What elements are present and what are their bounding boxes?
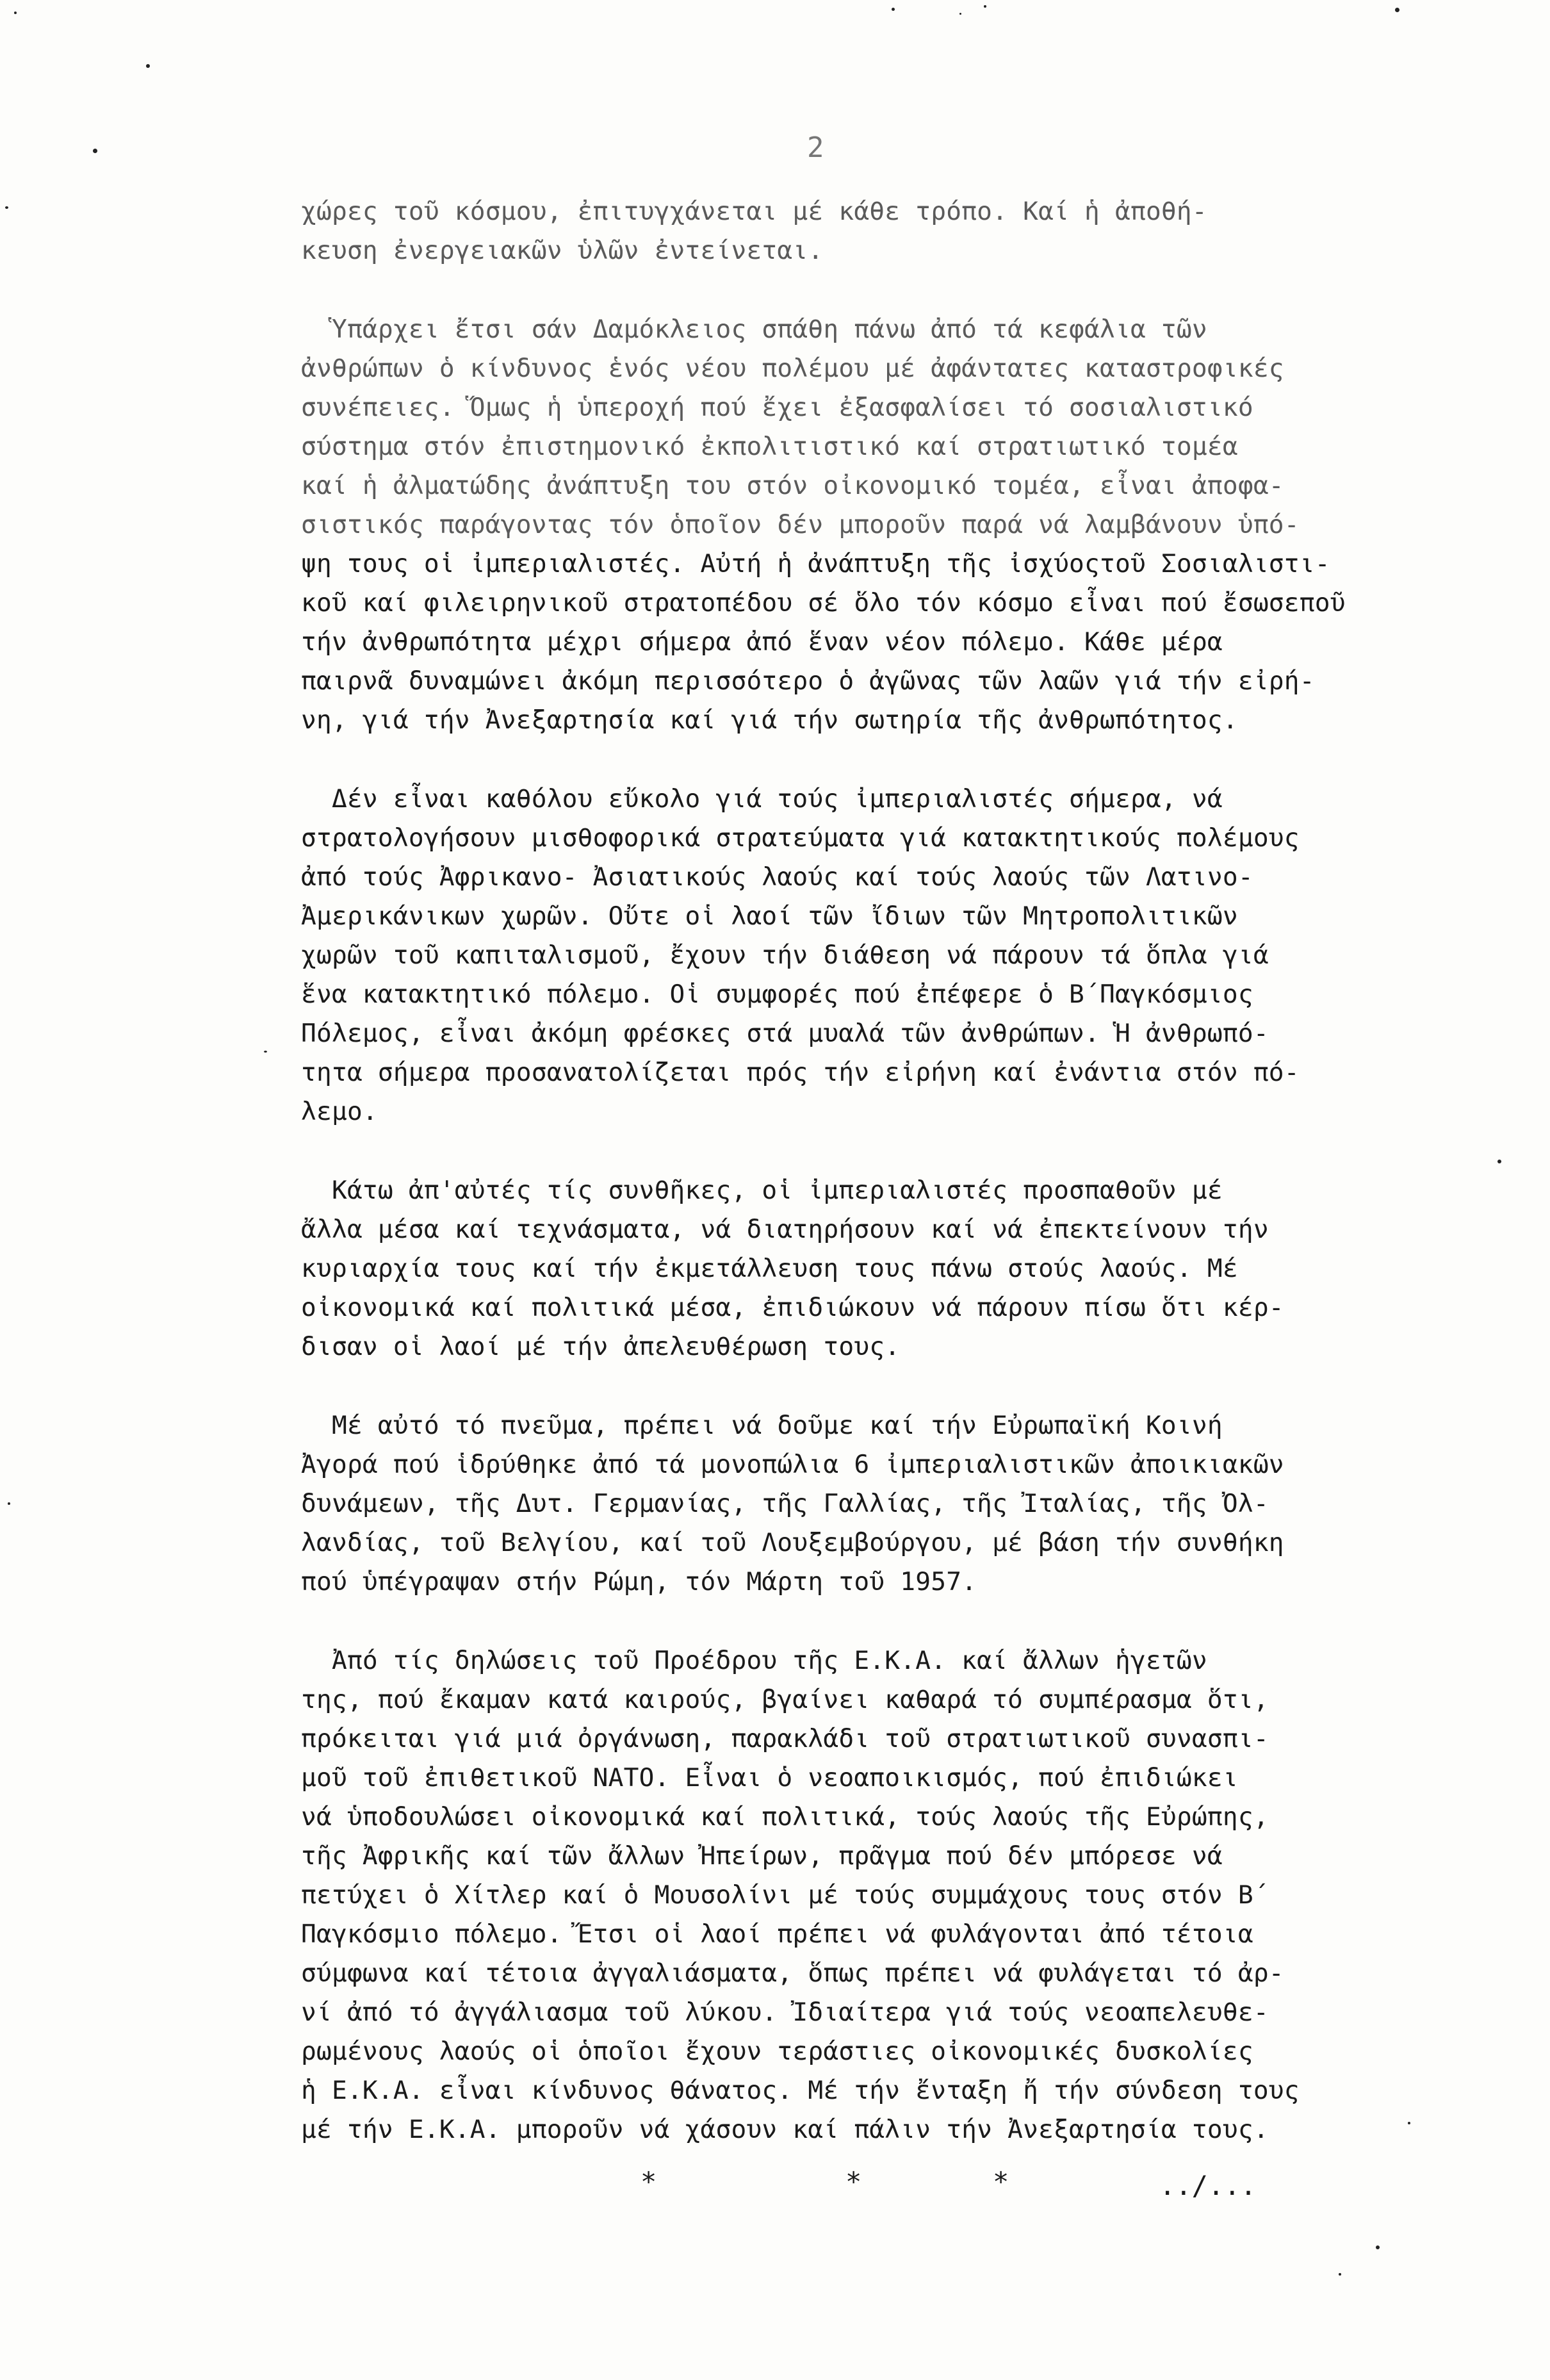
paragraph-2 xyxy=(301,310,1454,740)
text-line: ἀνθρώπων ὁ κίνδυνος ἑνός νέου πολέμου μέ ἀφάντατες καταστροφικές xyxy=(301,354,1284,383)
text-line: συνέπειες. Ὅμως ἡ ὑπεροχή πού ἔχει ἐξασφαλίσει τό σοσιαλιστικό xyxy=(301,393,1253,422)
text-line: δισαν οἱ λαοί μέ τήν ἀπελευθέρωση τους. xyxy=(301,1332,901,1361)
text-line: κευση ἐνεργειακῶν ὑλῶν ἐντείνεται. xyxy=(301,236,824,265)
text-line: Παγκόσμιο πόλεμο. Ἔτσι οἱ λαοί πρέπει νά φυλάγονται ἀπό τέτοια xyxy=(301,1919,1253,1949)
text-line: Ὑπάρχει ἔτσι σάν Δαμόκλειος σπάθη πάνω ἀπό τά κεφάλια τῶν xyxy=(301,315,1207,344)
scan-speck xyxy=(1395,8,1399,12)
text-line: σιστικός παράγοντας τόν ὁποῖον δέν μποροῦν παρά νά λαμβάνουν ὑπό- xyxy=(301,510,1300,539)
text-line: τητα σήμερα προσανατολίζεται πρός τήν εἰρήνη καί ἐνάντια στόν πό- xyxy=(301,1058,1300,1087)
text-line: χωρῶν τοῦ καπιταλισμοῦ, ἔχουν τήν διάθεση νά πάρουν τά ὅπλα γιά xyxy=(301,940,1269,970)
text-line: νί ἀπό τό ἀγγάλιασμα τοῦ λύκου. Ἰδιαίτερα γιά τούς νεοαπελευθε- xyxy=(301,1998,1269,2027)
text-line: Κάτω ἀπ'αὐτές τίς συνθῆκες, οἱ ἰμπεριαλιστές προσπαθοῦν μέ xyxy=(301,1176,1223,1205)
text-line: ἡ Ε.Κ.Α. εἶναι κίνδυνος θάνατος. Μέ τήν ἔνταξη ἤ τήν σύνδεση τους xyxy=(301,2076,1300,2105)
paragraph-6 xyxy=(301,1641,1454,2149)
body-text xyxy=(301,192,1454,2149)
text-line: κυριαρχία τους καί τήν ἐκμετάλλευση τους πάνω στούς λαούς. Μέ xyxy=(301,1254,1238,1283)
scan-speck xyxy=(959,13,961,15)
text-line: πρόκειται γιά μιά ὀργάνωση, παρακλάδι τοῦ στρατιωτικοῦ συνασπι- xyxy=(301,1724,1269,1753)
text-line: σύμφωνα καί τέτοια ἀγγαλιάσματα, ὅπως πρέπει νά φυλάγεται τό ἀρ- xyxy=(301,1958,1284,1988)
text-line: Ἀμερικάνικων χωρῶν. Οὔτε οἱ λαοί τῶν ἴδιων τῶν Μητροπολιτικῶν xyxy=(301,901,1238,931)
scan-speck xyxy=(984,5,986,8)
paragraph-gap xyxy=(301,1366,1454,1406)
text-line: Μέ αὐτό τό πνεῦμα, πρέπει νά δοῦμε καί τήν Εὐρωπαϊκή Κοινή xyxy=(301,1411,1223,1440)
text-line: στρατολογήσουν μισθοφορικά στρατεύματα γιά κατακτητικούς πολέμους xyxy=(301,823,1300,853)
text-line: ἕνα κατακτητικό πόλεμο. Οἱ συμφορές πού ἐπέφερε ὁ Β΄Παγκόσμιος xyxy=(301,980,1253,1009)
text-line: ἀπό τούς Ἀφρικανο- Ἀσιατικούς λαούς καί τούς λαούς τῶν Λατινο- xyxy=(301,862,1253,892)
text-line: μοῦ τοῦ ἐπιθετικοῦ ΝΑΤΟ. Εἶναι ὁ νεοαποικισμός, πού ἐπιδιώκει xyxy=(301,1763,1238,1793)
text-line: λεμο. xyxy=(301,1097,378,1126)
page-number: 2 xyxy=(807,131,824,164)
text-line: λανδίας, τοῦ Βελγίου, καί τοῦ Λουξεμβούργου, μέ βάση τήν συνθήκη xyxy=(301,1528,1284,1557)
scan-speck xyxy=(14,12,17,14)
text-line: σύστημα στόν ἐπιστημονικό ἐκπολιτιστικό καί στρατιωτικό τομέα xyxy=(301,432,1238,461)
paragraph-5 xyxy=(301,1406,1454,1602)
text-line: χώρες τοῦ κόσμου, ἐπιτυγχάνεται μέ κάθε τρόπο. Καί ἡ ἀποθή- xyxy=(301,197,1207,226)
text-line: νά ὑποδουλώσει οἰκονομικά καί πολιτικά, τούς λαούς τῆς Εὐρώπης, xyxy=(301,1802,1269,1832)
scan-speck xyxy=(264,1051,267,1053)
text-line: τῆς Ἀφρικῆς καί τῶν ἄλλων Ἠπείρων, πρᾶγμα πού δέν μπόρεσε νά xyxy=(301,1841,1223,1871)
scan-speck xyxy=(1497,1160,1501,1163)
text-line: ἄλλα μέσα καί τεχνάσματα, νά διατηρήσουν καί νά ἐπεκτείνουν τήν xyxy=(301,1215,1269,1244)
scan-speck xyxy=(5,206,8,209)
paragraph-4 xyxy=(301,1171,1454,1366)
text-line: πού ὑπέγραψαν στήν Ρώμη, τόν Μάρτη τοῦ 1957. xyxy=(301,1567,977,1596)
paragraph-gap xyxy=(301,1131,1454,1171)
text-line: παιρνᾶ δυναμώνει ἀκόμη περισσότερο ὁ ἀγῶνας τῶν λαῶν γιά τήν εἰρή- xyxy=(301,666,1315,696)
text-line: πετύχει ὁ Χίτλερ καί ὁ Μουσολίνι μέ τούς συμμάχους τους στόν Β΄ xyxy=(301,1880,1269,1910)
text-line: οἰκονομικά καί πολιτικά μέσα, ἐπιδιώκουν νά πάρουν πίσω ὅτι κέρ- xyxy=(301,1293,1284,1322)
paragraph-gap xyxy=(301,1602,1454,1641)
text-line: Δέν εἶναι καθόλου εὔκολο γιά τούς ἰμπεριαλιστές σήμερα, νά xyxy=(301,784,1223,814)
text-line: νη, γιά τήν Ἀνεξαρτησία καί γιά τήν σωτηρία τῆς ἀνθρωπότητος. xyxy=(301,705,1238,735)
paragraph-gap xyxy=(301,740,1454,780)
page-footer xyxy=(640,2166,1345,2330)
separator-star: * xyxy=(640,2166,657,2197)
text-line: τήν ἀνθρωπότητα μέχρι σήμερα ἀπό ἕναν νέον πόλεμο. Κάθε μέρα xyxy=(301,627,1223,657)
text-line: μέ τήν Ε.Κ.Α. μποροῦν νά χάσουν καί πάλιν τήν Ἀνεξαρτησία τους. xyxy=(301,2115,1269,2144)
text-line: Ἀγορά πού ἱδρύθηκε ἀπό τά μονοπώλια 6 ἰμπεριαλιστικῶν ἀποικιακῶν xyxy=(301,1450,1284,1479)
text-line: Ἀπό τίς δηλώσεις τοῦ Προέδρου τῆς Ε.Κ.Α. καί ἄλλων ἡγετῶν xyxy=(301,1646,1207,1675)
text-line: κοῦ καί φιλειρηνικοῦ στρατοπέδου σέ ὅλο τόν κόσμο εἶναι πού ἔσωσεποῦ xyxy=(301,588,1346,618)
text-line: Πόλεμος, εἶναι ἀκόμη φρέσκες στά μυαλά τῶν ἀνθρώπων. Ἡ ἀνθρωπό- xyxy=(301,1019,1269,1048)
text-line: δυνάμεων, τῆς Δυτ. Γερμανίας, τῆς Γαλλίας, τῆς Ἰταλίας, τῆς Ὀλ- xyxy=(301,1489,1269,1518)
scan-speck xyxy=(146,64,150,68)
paragraph-1 xyxy=(301,192,1454,270)
continuation-mark: ../... xyxy=(1159,2170,1257,2201)
paragraph-gap xyxy=(301,270,1454,310)
text-line: ρωμένους λαούς οἱ ὁποῖοι ἔχουν τεράστιες οἰκονομικές δυσκολίες xyxy=(301,2037,1253,2066)
text-line: ψη τους οἱ ἰμπεριαλιστές. Αὐτή ἡ ἀνάπτυξη τῆς ἰσχύοςτοῦ Σοσιαλιστι- xyxy=(301,549,1330,579)
scan-speck xyxy=(892,8,895,11)
separator-star: * xyxy=(993,2166,1009,2197)
scan-speck xyxy=(93,149,97,153)
separator-star: * xyxy=(845,2166,862,2197)
scan-speck xyxy=(1376,2245,1380,2249)
scan-speck xyxy=(8,1502,10,1505)
text-line: της, πού ἔκαμαν κατά καιρούς, βγαίνει καθαρά τό συμπέρασμα ὅτι, xyxy=(301,1685,1269,1714)
text-line: καί ἡ ἀλματώδης ἀνάπτυξη του στόν οἰκονομικό τομέα, εἶναι ἀποφα- xyxy=(301,471,1284,500)
paragraph-3 xyxy=(301,780,1454,1131)
